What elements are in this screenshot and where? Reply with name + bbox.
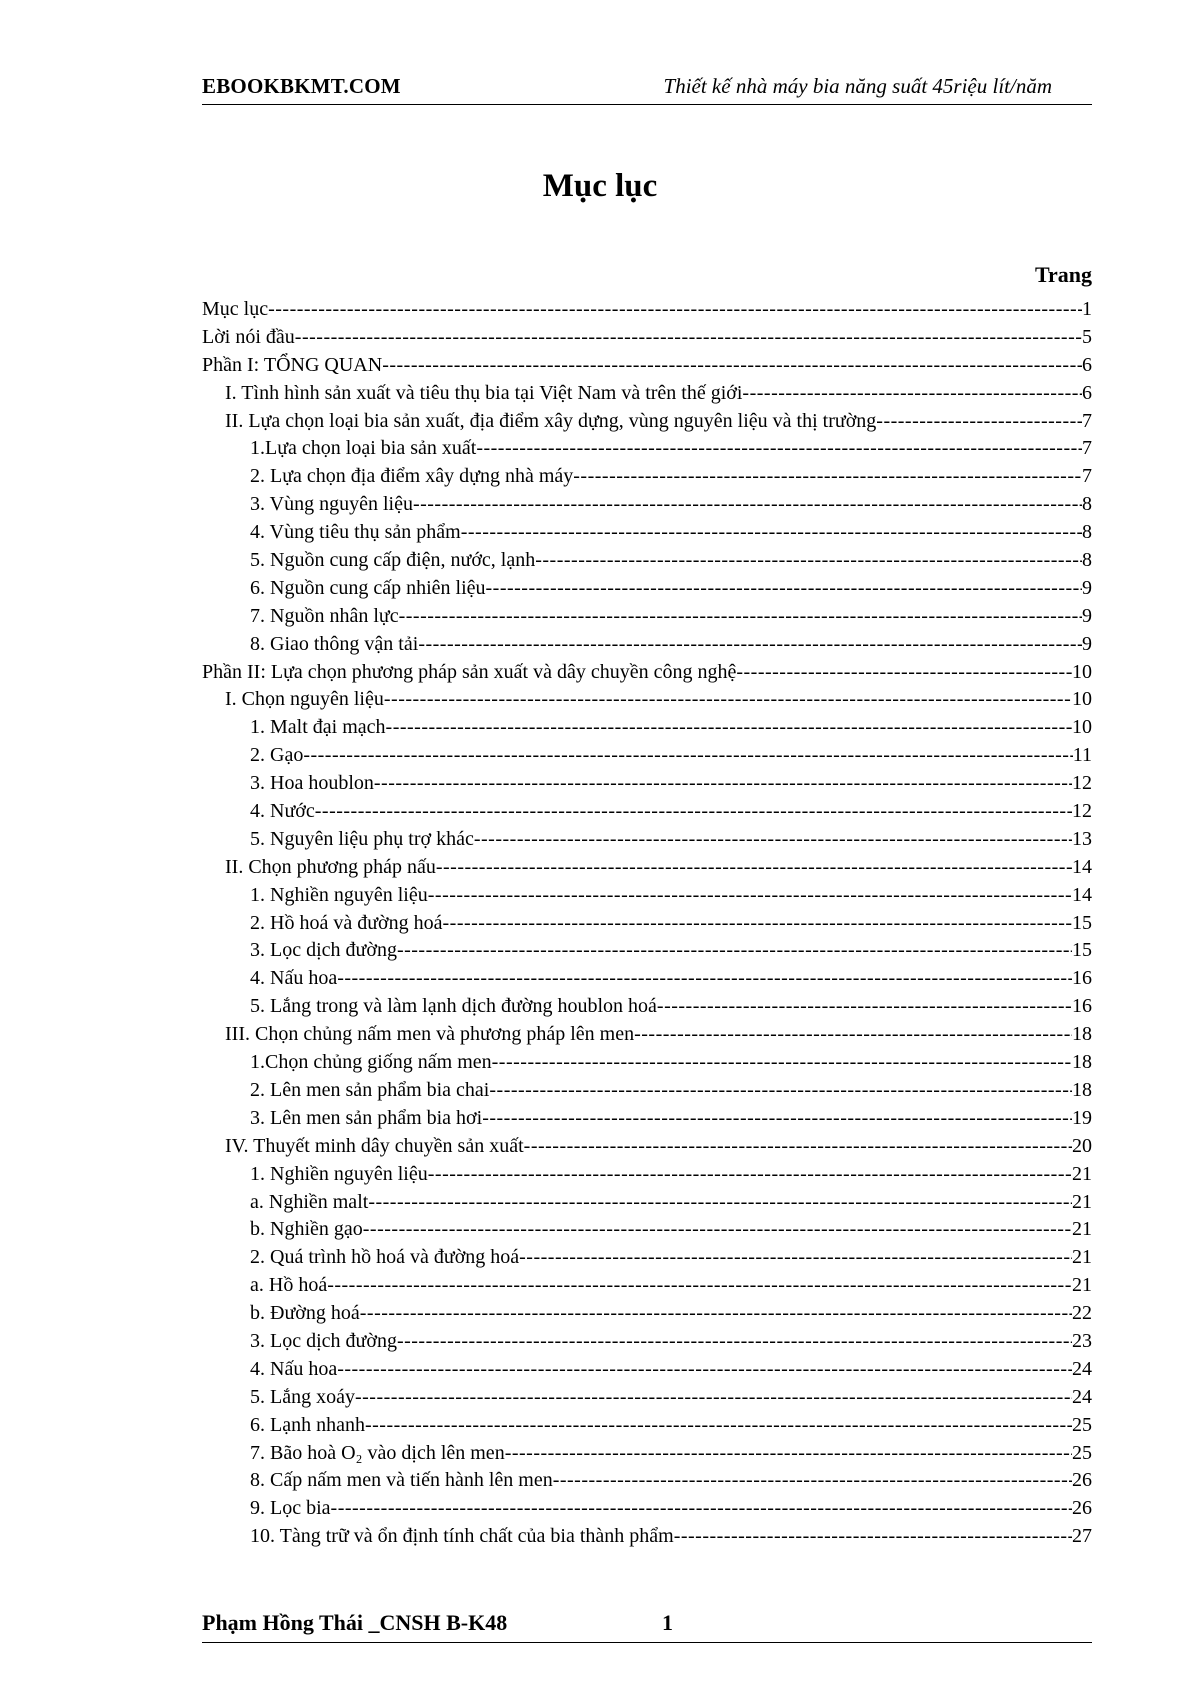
toc-entry-page: 26: [1072, 1497, 1092, 1520]
toc-entry-page: 10: [1072, 716, 1092, 739]
toc-entry-title: 1.Lựa chọn loại bia sản xuất: [250, 437, 477, 460]
toc-entry-page: 6: [1082, 353, 1092, 376]
toc-entry: [202, 324, 1092, 352]
toc-entry-page: 21: [1072, 1218, 1092, 1241]
toc-leader: [315, 798, 1072, 826]
toc-entry-title: 5. Nguyên liệu phụ trợ khác: [250, 827, 474, 850]
toc-entry-page: 20: [1072, 1134, 1092, 1157]
toc-entry: [202, 1244, 1092, 1272]
toc-entry: [202, 1216, 1092, 1244]
toc-entry-title: 7. Bão hoà O₂ vào dịch lên men: [250, 1441, 505, 1464]
toc-entry: [202, 1077, 1092, 1105]
toc-entry: [202, 742, 1092, 770]
toc-entry-title: 2. Gạo: [250, 744, 304, 767]
toc-entry-title: 5. Lắng xoáy: [250, 1385, 355, 1408]
toc-entry-title: 4. Vùng tiêu thụ sản phẩm: [250, 521, 461, 544]
toc-entry: [202, 910, 1092, 938]
toc-entry-title: III. Chọn chủng nấm men và phương pháp lên men: [225, 1023, 635, 1046]
toc-leader: [397, 937, 1072, 965]
toc-leader: [489, 1077, 1072, 1105]
toc-entry-title: 3. Lọc dịch đường: [250, 1329, 397, 1352]
toc-entry-title: 6. Nguồn cung cấp nhiên liệu: [250, 576, 486, 599]
toc-leader: [428, 882, 1072, 910]
toc-entry-title: a. Hồ hoá: [250, 1274, 328, 1297]
toc-entry-page: 24: [1072, 1385, 1092, 1408]
toc-entry-title: 3. Hoa houblon: [250, 772, 374, 795]
toc-leader: [365, 1412, 1072, 1440]
toc-leader: [368, 1189, 1072, 1217]
toc-entry-title: I. Tình hình sản xuất và tiêu thụ bia tại Việt Nam và trên thế giới: [225, 381, 743, 404]
toc-leader: [337, 965, 1072, 993]
toc-entry: [202, 1356, 1092, 1384]
toc-entry-page: 19: [1072, 1106, 1092, 1129]
toc-entry-page: 15: [1072, 939, 1092, 962]
toc-entry: [202, 1495, 1092, 1523]
page-column-label: Trang: [1034, 262, 1092, 287]
toc-leader: [331, 1495, 1072, 1523]
toc-entry: [202, 1523, 1092, 1551]
toc-entry-page: 1: [1082, 298, 1092, 320]
page-header: [202, 70, 1092, 105]
toc-entry-page: 8: [1082, 549, 1092, 572]
toc-entry: [202, 714, 1092, 742]
toc-leader: [443, 910, 1073, 938]
toc-leader: [374, 770, 1072, 798]
toc-entry-title: 1. Nghiền nguyên liệu: [250, 883, 428, 906]
toc-leader: [355, 1384, 1072, 1412]
toc-entry-page: 24: [1072, 1357, 1092, 1380]
toc-leader: [386, 714, 1072, 742]
toc-entry: [202, 463, 1092, 491]
toc-entry-page: 14: [1072, 883, 1092, 906]
toc-entry-page: 18: [1072, 1023, 1092, 1046]
toc-entry-title: b. Nghiền gạo: [250, 1218, 363, 1241]
toc-leader: [399, 603, 1082, 631]
toc-leader: [482, 1105, 1072, 1133]
toc-entry-title: Lời nói đầu: [202, 325, 295, 348]
toc-entry-page: 12: [1072, 800, 1092, 823]
toc-entry-page: 21: [1072, 1190, 1092, 1213]
toc-entry-page: 7: [1082, 465, 1092, 488]
toc-leader: [535, 547, 1082, 575]
toc-entry: [202, 1272, 1092, 1300]
toc-leader: [486, 575, 1083, 603]
toc-entry-page: 9: [1082, 576, 1092, 599]
toc-entry: [202, 798, 1092, 826]
toc-entry-title: 8. Cấp nấm men và tiến hành lên men: [250, 1469, 553, 1492]
header-doc-title: Thiết kế nhà máy bia năng suất 45riệu lít/năm: [663, 74, 1052, 98]
toc-entry-title: 1.Chọn chủng giống nấm men: [250, 1051, 492, 1074]
toc-entry-title: Phần II: Lựa chọn phương pháp sản xuất và dây chuyền công nghệ: [202, 660, 737, 683]
toc-entry: [202, 993, 1092, 1021]
toc-entry: [202, 1161, 1092, 1189]
toc-entry-title: 8. Giao thông vận tải: [250, 632, 419, 655]
toc-leader: [674, 1523, 1072, 1551]
toc-entry: [202, 686, 1092, 714]
toc-entry-title: 6. Lạnh nhanh: [250, 1413, 365, 1436]
footer-page-number: 1: [662, 1610, 673, 1635]
toc-entry-page: 9: [1082, 604, 1092, 627]
toc-entry-title: II. Chọn phương pháp nấu: [225, 855, 436, 878]
toc-entry: [202, 603, 1092, 631]
toc-entry-page: 5: [1082, 325, 1092, 348]
toc-entry: [202, 1412, 1092, 1440]
toc-entry-page: 22: [1072, 1302, 1092, 1325]
toc-entry-page: 7: [1082, 437, 1092, 460]
toc-entry-title: 4. Nấu hoa: [250, 1357, 338, 1380]
toc-entry-page: 7: [1082, 409, 1092, 432]
toc-entry-title: 7. Nguồn nhân lực: [250, 604, 399, 627]
toc-leader: [397, 1328, 1072, 1356]
toc-entry-title: 2. Lên men sản phẩm bia chai: [250, 1078, 490, 1101]
toc-leader: [573, 463, 1082, 491]
toc-entry-title: Mục lục: [202, 298, 269, 320]
toc-entry: [202, 882, 1092, 910]
toc-entry: [202, 435, 1092, 463]
toc-entry: [202, 491, 1092, 519]
toc-entry-page: 12: [1072, 772, 1092, 795]
toc-entry-title: IV. Thuyết minh dây chuyền sản xuất: [225, 1134, 524, 1157]
table-of-contents: [202, 296, 1092, 1551]
toc-entry: [202, 547, 1092, 575]
toc-leader: [360, 1300, 1072, 1328]
toc-leader: [337, 1356, 1072, 1384]
toc-entry: [202, 1328, 1092, 1356]
toc-entry-title: 3. Lên men sản phẩm bia hơi: [250, 1106, 483, 1129]
toc-leader: [461, 519, 1082, 547]
toc-entry-page: 16: [1072, 995, 1092, 1018]
toc-entry-page: 26: [1072, 1469, 1092, 1492]
toc-entry-page: 8: [1082, 521, 1092, 544]
toc-entry: [202, 575, 1092, 603]
toc-entry-page: 18: [1072, 1051, 1092, 1074]
toc-entry-title: 5. Nguồn cung cấp điện, nước, lạnh: [250, 549, 536, 572]
toc-entry: [202, 1440, 1092, 1468]
toc-leader: [268, 296, 1082, 324]
toc-entry-title: Phần I: TỔNG QUAN: [202, 353, 383, 376]
toc-entry-page: 13: [1072, 827, 1092, 850]
toc-entry-title: 3. Vùng nguyên liệu: [250, 493, 413, 516]
toc-entry-page: 10: [1072, 688, 1092, 711]
toc-leader: [657, 993, 1072, 1021]
toc-entry-page: 11: [1072, 744, 1092, 767]
toc-leader: [295, 324, 1082, 352]
toc-entry-title: 4. Nấu hoa: [250, 967, 338, 990]
toc-entry-title: b. Đường hoá: [250, 1302, 360, 1325]
footer-author: Phạm Hồng Thái _CNSH B-K48: [202, 1610, 508, 1635]
toc-leader: [428, 1161, 1072, 1189]
toc-leader: [382, 352, 1082, 380]
toc-entry: [202, 352, 1092, 380]
toc-leader: [413, 491, 1082, 519]
toc-entry: [202, 965, 1092, 993]
toc-entry-title: II. Lựa chọn loại bia sản xuất, địa điểm xây dựng, vùng nguyên liệu và thị trường: [225, 409, 877, 432]
toc-entry-page: 10: [1072, 660, 1092, 683]
toc-leader: [736, 659, 1072, 687]
toc-entry-title: 4. Nước: [250, 800, 315, 823]
toc-entry: [202, 631, 1092, 659]
toc-entry-page: 16: [1072, 967, 1092, 990]
toc-entry: [202, 659, 1092, 687]
toc-entry-page: 21: [1072, 1162, 1092, 1185]
toc-entry: [202, 1189, 1092, 1217]
toc-leader: [436, 854, 1072, 882]
toc-leader: [742, 380, 1082, 408]
toc-leader: [492, 1049, 1072, 1077]
toc-entry-title: 5. Lắng trong và làm lạnh dịch đường houblon hoá: [250, 995, 657, 1018]
toc-entry-page: 15: [1072, 911, 1092, 934]
toc-entry-title: I. Chọn nguyên liệu: [225, 688, 384, 711]
toc-entry: [202, 408, 1092, 436]
toc-leader: [876, 408, 1082, 436]
page-footer: [202, 1608, 1092, 1643]
toc-entry-page: 25: [1072, 1441, 1092, 1464]
toc-entry-title: 1. Nghiền nguyên liệu: [250, 1162, 428, 1185]
toc-entry-page: 25: [1072, 1413, 1092, 1436]
toc-leader: [418, 631, 1082, 659]
toc-leader: [327, 1272, 1072, 1300]
toc-entry-page: 9: [1082, 632, 1092, 655]
toc-leader: [476, 435, 1082, 463]
toc-entry: [202, 854, 1092, 882]
toc-leader: [474, 826, 1072, 854]
toc-leader: [519, 1244, 1072, 1272]
toc-entry-title: 2. Quá trình hồ hoá và đường hoá: [250, 1246, 520, 1269]
toc-entry: [202, 1467, 1092, 1495]
page-title: Mục lục: [542, 168, 658, 204]
toc-entry-page: 6: [1082, 381, 1092, 404]
toc-leader: [303, 742, 1072, 770]
toc-entry-page: 18: [1072, 1078, 1092, 1101]
toc-entry: [202, 1384, 1092, 1412]
toc-entry-title: a. Nghiền malt: [250, 1190, 369, 1213]
header-site: EBOOKBKMT.COM: [202, 74, 401, 98]
toc-leader: [634, 1021, 1072, 1049]
toc-entry-page: 8: [1082, 493, 1092, 516]
toc-entry-title: 10. Tàng trữ và ổn định tính chất của bia thành phẩm: [250, 1525, 674, 1548]
toc-entry: [202, 1105, 1092, 1133]
toc-entry: [202, 1133, 1092, 1161]
toc-entry-title: 2. Hồ hoá và đường hoá: [250, 911, 443, 934]
toc-entry: [202, 826, 1092, 854]
toc-leader: [384, 686, 1072, 714]
toc-entry: [202, 380, 1092, 408]
toc-entry-page: 21: [1072, 1274, 1092, 1297]
toc-entry-title: 3. Lọc dịch đường: [250, 939, 397, 962]
toc-entry-page: 27: [1072, 1525, 1092, 1548]
toc-entry: [202, 1021, 1092, 1049]
toc-entry: [202, 296, 1092, 324]
toc-leader: [524, 1133, 1072, 1161]
toc-entry: [202, 770, 1092, 798]
toc-entry-title: 2. Lựa chọn địa điểm xây dựng nhà máy: [250, 465, 574, 488]
toc-entry-title: 9. Lọc bia: [250, 1497, 331, 1520]
toc-entry-page: 21: [1072, 1246, 1092, 1269]
toc-entry-title: 1. Malt đại mạch: [250, 716, 386, 739]
toc-leader: [505, 1440, 1072, 1468]
toc-entry-page: 23: [1072, 1329, 1092, 1352]
toc-leader: [363, 1216, 1072, 1244]
toc-entry: [202, 1300, 1092, 1328]
toc-entry: [202, 1049, 1092, 1077]
toc-leader: [553, 1467, 1072, 1495]
toc-entry: [202, 937, 1092, 965]
toc-entry: [202, 519, 1092, 547]
toc-entry-page: 14: [1072, 855, 1092, 878]
